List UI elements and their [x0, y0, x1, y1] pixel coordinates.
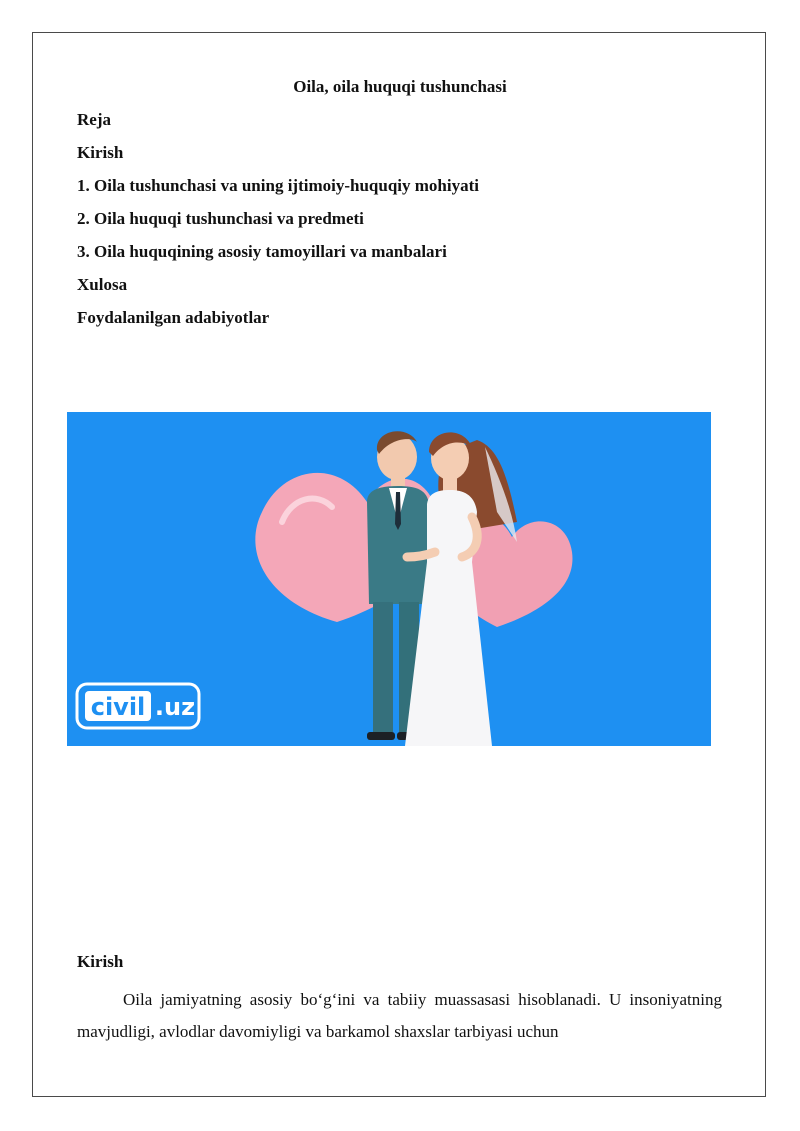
toc-item-1: 1. Oila tushunchasi va uning ijtimoiy-huquqiy mohiyati	[77, 176, 479, 195]
logo-text-civil: civil	[90, 693, 146, 721]
toc-item-introduction: Kirish	[77, 143, 124, 162]
logo-text-uz: .uz	[154, 693, 196, 721]
toc-heading: Reja	[77, 110, 111, 129]
table-of-contents	[77, 108, 479, 339]
toc-item-references: Foydalanilgan adabiyotlar	[77, 308, 270, 327]
paragraph-text: Oila jamiyatning asosiy bo‘g‘ini va tabiiy muassasasi hisoblanadi. U insoniyatning mavjudligi, avlodlar davomiyligi va barkamol shaxslar tarbiyasi uchun	[77, 990, 722, 1041]
toc-item-conclusion: Xulosa	[77, 275, 128, 294]
toc-item-2: 2. Oila huquqi tushunchasi va predmeti	[77, 209, 364, 228]
document-title: Oila, oila huquqi tushunchasi	[293, 77, 507, 96]
wedding-couple-image	[67, 412, 711, 746]
section-heading-introduction: Kirish	[77, 952, 124, 971]
body-paragraph	[77, 984, 722, 1048]
toc-item-3: 3. Oila huquqining asosiy tamoyillari va manbalari	[77, 242, 447, 261]
